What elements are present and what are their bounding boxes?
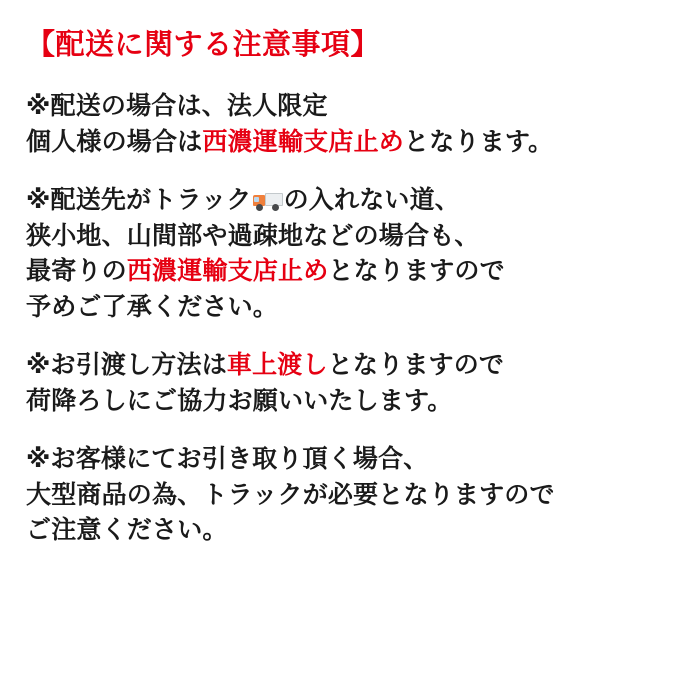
notice-block-list [26,88,678,548]
notice-line [26,88,678,124]
body-text: ※お客様にてお引き取り頂く場合、 [26,444,429,474]
highlight-text: 西濃運輸支店止め [126,256,329,286]
truck-icon [253,192,283,211]
notice-line [26,289,678,325]
body-text: ※お引渡し方法は [26,350,227,380]
body-text: となります。 [404,126,554,156]
body-text: 個人様の場合は [26,126,203,156]
body-text: 予めご了承ください。 [26,291,279,321]
body-text: ※配送先がトラック [26,185,252,215]
body-text: 狭小地、山間部や過疎地などの場合も、 [26,220,480,250]
notice-line [26,182,678,218]
notice-line [26,218,678,254]
notice-line [26,441,678,477]
notice-line [26,124,678,160]
notice-line [26,253,678,289]
notice-line [26,477,678,513]
highlight-text: 西濃運輸支店止め [202,126,405,156]
body-text: 大型商品の為、トラックが必要となりますので [26,479,555,509]
body-text: ご注意ください。 [26,515,228,545]
body-text: となりますので [327,350,505,380]
notice-line [26,383,678,419]
notice-block-corporate-only [26,88,678,159]
notice-block-truck-access [26,182,678,324]
highlight-text: 車上渡し [226,350,328,380]
body-text: ※配送の場合は、法人限定 [26,91,328,121]
body-text: 最寄りの [26,256,127,286]
page-title: 【配送に関する注意事項】 [26,27,381,61]
body-text: の入れない道、 [283,185,461,215]
notice-block-customer-pickup [26,441,678,548]
notice-block-handover-method [26,347,678,418]
body-text: となりますので [328,256,505,286]
body-text: 荷降ろしにご協力お願いいたします。 [26,385,453,415]
notice-line [26,347,678,383]
notice-line [26,512,678,548]
